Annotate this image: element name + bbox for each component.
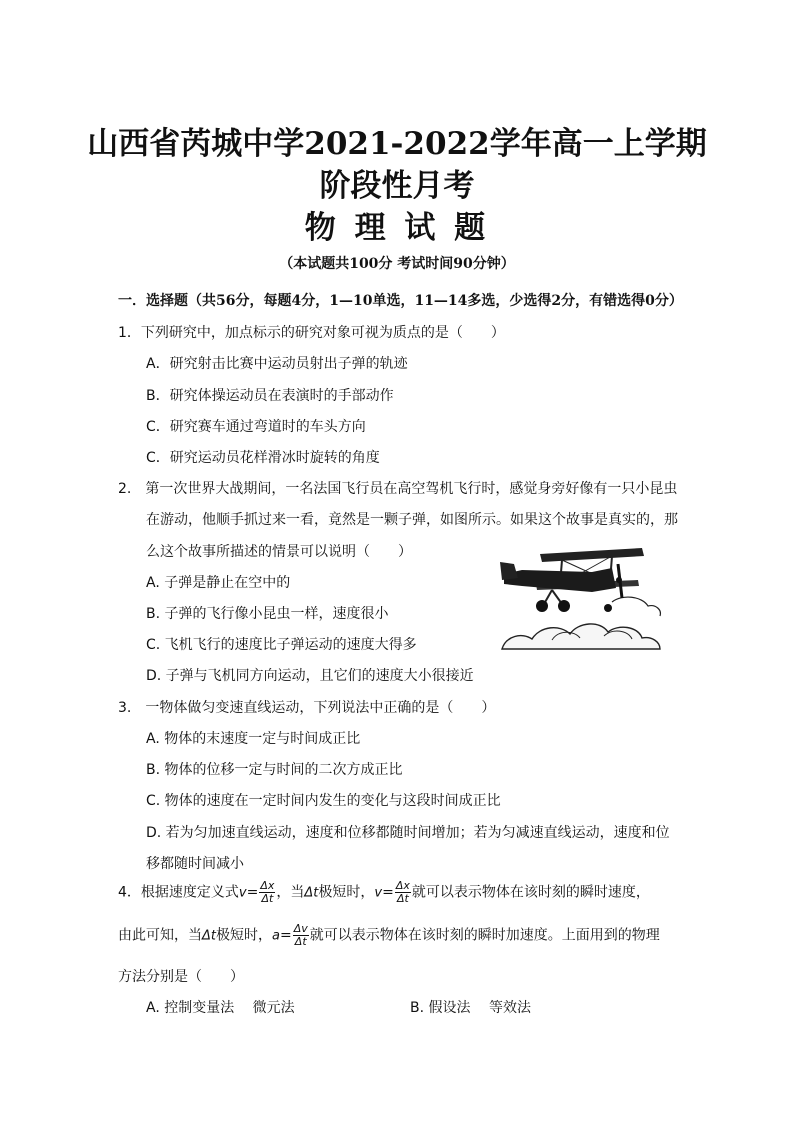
- q3-option-c: C. 物体的速度在一定时间内发生的变化与这段时间成正比: [146, 793, 501, 809]
- q2-option-c: C. 飞机飞行的速度比子弹运动的速度大得多: [146, 637, 417, 653]
- q3-option-b: B. 物体的位移一定与时间的二次方成正比: [146, 762, 403, 778]
- q4-option-b: B. 假设法 等效法: [410, 1000, 531, 1016]
- title-line2: 阶段性月考: [319, 168, 475, 204]
- q4-line2: 由此可知，当Δt极短时，a= $\frac{\Delta v}{\Delta t}$ 就可以表示物体在该时刻的瞬时加速度。上面用到的物理: [118, 922, 660, 949]
- fraction-dx-dt-2: $\frac{\Delta x}{\Delta t}$: [395, 879, 410, 906]
- biplane-illustration: [492, 544, 662, 652]
- q2-option-d: D. 子弹与飞机同方向运动，且它们的速度大小很接近: [146, 668, 474, 684]
- q3-option-d-line2: 移都随时间减小: [146, 856, 244, 872]
- title-line3: 物 理 试 题: [304, 210, 490, 246]
- q1-option-a: A．研究射击比赛中运动员射出子弹的轨迹: [146, 356, 408, 372]
- q2-stem-line1: 2. 第一次世界大战期间，一名法国飞行员在高空驾机飞行时，感觉身旁好像有一只小昆虫: [118, 481, 678, 497]
- q1-option-d: C．研究运动员花样滑冰时旋转的角度: [146, 450, 380, 466]
- fraction-dx-dt: $\frac{\Delta x}{\Delta t}$: [260, 879, 275, 906]
- q3-option-a: A. 物体的末速度一定与时间成正比: [146, 731, 361, 747]
- q4-option-a: A. 控制变量法 微元法: [146, 1000, 295, 1016]
- q4-line3: 方法分别是（ ）: [118, 969, 244, 985]
- q1-stem: 1．下列研究中，加点标示的研究对象可视为质点的是（ ）: [118, 325, 505, 341]
- q1-option-b: B．研究体操运动员在表演时的手部动作: [146, 388, 394, 404]
- q4-line1: 4．根据速度定义式v= $\frac{\Delta x}{\Delta t}$ ，当Δt极短时，v= $\frac{\Delta x}{\Delta t}$ 就可以表示物体在该时刻的瞬时速度，: [118, 879, 650, 906]
- q3-stem: 3. 一物体做匀变速直线运动，下列说法中正确的是（ ）: [118, 700, 496, 716]
- q2-stem-line3: 么这个故事所描述的情景可以说明（ ）: [146, 544, 412, 560]
- title-line1: 山西省芮城中学2021-2022学年高一上学期: [87, 126, 707, 162]
- q1-option-c: C．研究赛车通过弯道时的车头方向: [146, 419, 366, 435]
- q3-option-d-line1: D. 若为匀加速直线运动，速度和位移都随时间增加；若为匀减速直线运动，速度和位: [146, 825, 670, 841]
- q2-stem-line2: 在游动，他顺手抓过来一看，竟然是一颗子弹，如图所示。如果这个故事是真实的，那: [146, 512, 678, 528]
- q2-option-a: A. 子弹是静止在空中的: [146, 575, 291, 591]
- subtitle: （本试题共100分 考试时间90分钟）: [279, 256, 515, 272]
- q2-option-b: B. 子弹的飞行像小昆虫一样，速度很小: [146, 606, 389, 622]
- fraction-dv-dt: $\frac{\Delta v}{\Delta t}$: [293, 922, 308, 949]
- section-heading: 一．选择题（共56分，每题4分，1—10单选，11—14多选，少选得2分，有错选得0分）: [118, 293, 683, 309]
